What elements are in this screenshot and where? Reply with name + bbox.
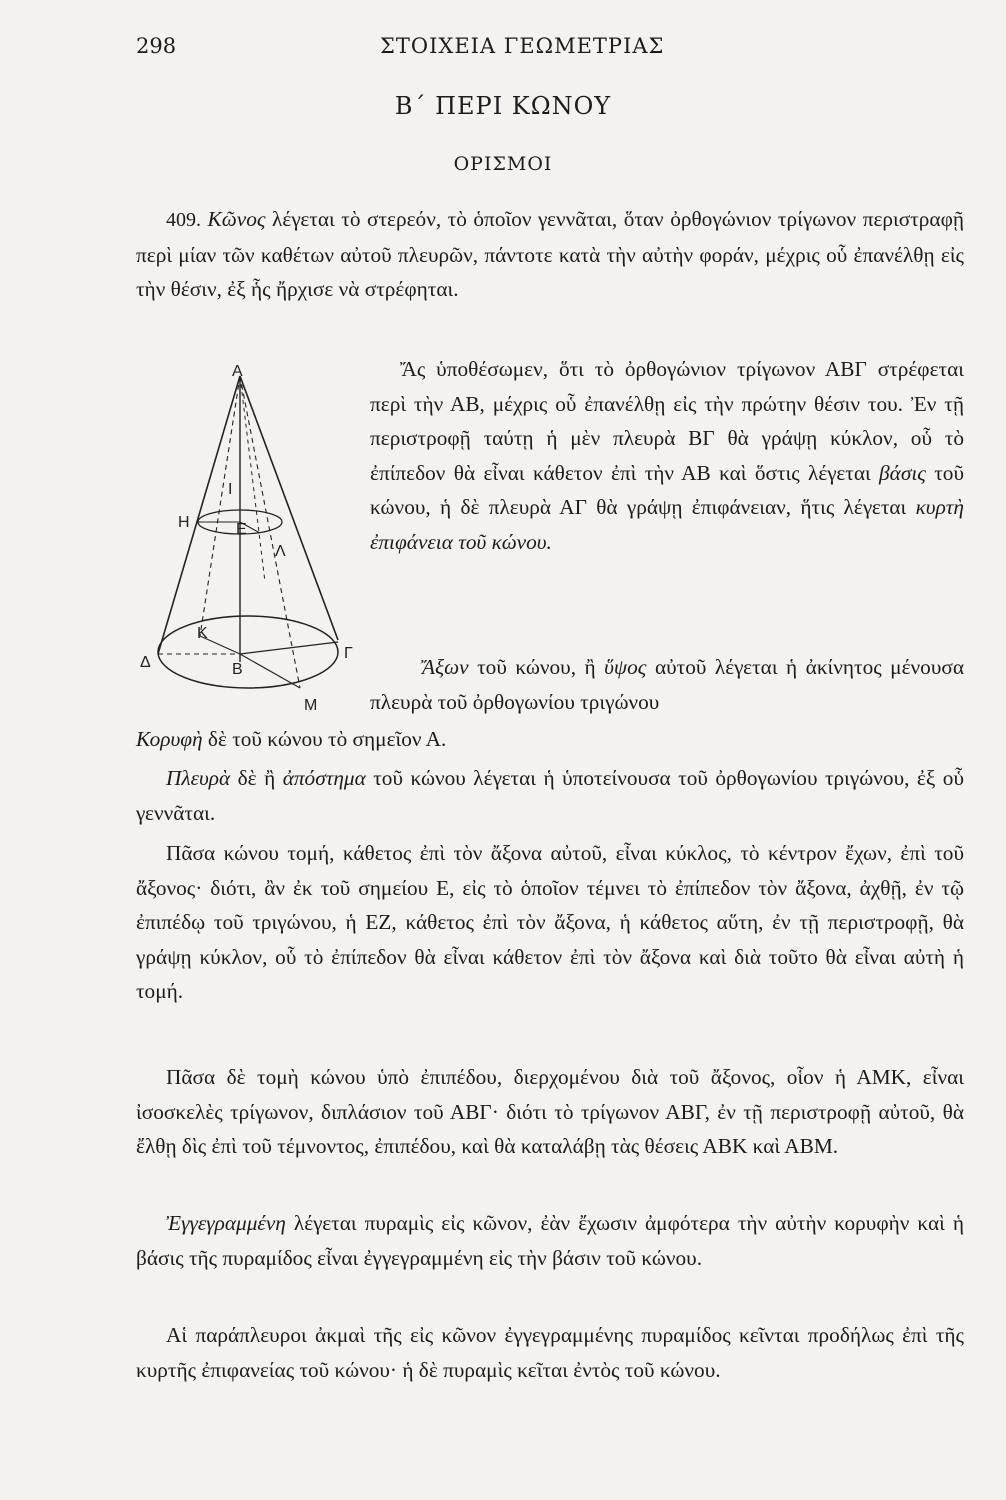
definition-term: Κῶνος — [207, 207, 266, 231]
page-header — [0, 34, 1006, 64]
label-base-center: Β — [232, 661, 243, 678]
axis-term: Ἄξων — [422, 655, 469, 679]
label-section-point: Λ — [275, 543, 286, 560]
slant-paragraph — [136, 761, 964, 830]
cone-base-ellipse — [158, 616, 338, 688]
inscribed-pyramid-paragraph — [136, 1206, 964, 1275]
axis-text-2: αὐτοῦ λέγεται ἡ ἀκίνητος μένουσα πλευρὰ τοῦ ὀρθογωνίου τριγώνου — [370, 655, 964, 714]
running-title: ΣΤΟΙΧΕΙΑ ΓΕΩΜΕΤΡΙΑΣ — [380, 34, 665, 58]
inscribed-text: λέγεται πυραμὶς εἰς κῶνον, ἐὰν ἔχωσιν ἀμφότερα τὴν αὐτὴν κορυφὴν καὶ ἡ βάσις τῆς πυραμίδος εἶναι ἐγγεγραμμένη εἰς τὴν βάσιν τοῦ κώνου. — [136, 1211, 964, 1270]
perpendicular-section-paragraph: Πᾶσα κώνου τομή, κάθετος ἐπὶ τὸν ἄξονα αὐτοῦ, εἶναι κύκλος, τὸ κέντρον ἔχων, ἐπὶ τοῦ ἄξονος· διότι, ἂν ἐκ τοῦ σημείου Ε, εἰς τὸ ὁποῖον τέμνει τὸ ἐπίπεδον τὸν ἄξονα, ἀχθῇ, ἐν τῷ ἐπιπέδῳ τοῦ τριγώνου, ἡ ΕΖ, κάθετος ἐπὶ τὸν ἄξονα, ἡ κάθετος αὕτη, ἐν τῇ περιστροφῇ, θὰ γράψῃ κύκλον, οὗ τὸ ἐπίπεδον θὰ εἶναι κάθετον ἐπὶ τὸν ἄξονα καὶ διὰ τοῦτο θὰ εἶναι αὐτὴ ἡ τομή. — [136, 841, 964, 1004]
dashed-line-a-right — [240, 376, 265, 582]
dashed-line-am — [240, 376, 300, 688]
definition-text: λέγεται τὸ στερεόν, τὸ ὁποῖον γεννᾶται, ὅταν ὀρθογώνιον τρίγωνον περιστραφῇ περὶ μίαν τῶν καθέτων αὐτοῦ πλευρῶν, πάντοτε κατὰ τὴν αὐτὴν φοράν, μέχρις οὗ ἐπανέλθῃ εἰς τὴν θέσιν, ἐξ ἧς ἤρχισε νὰ στρέφηται. — [136, 207, 965, 302]
axis-text-1: τοῦ κώνου, ἢ — [477, 655, 596, 679]
height-term: ὕψος — [604, 655, 647, 679]
definition-409 — [136, 202, 964, 307]
inscribed-term: Ἐγγεγραμμένη — [166, 1211, 286, 1235]
surface-term: κυρτὴ ἐπιφάνεια τοῦ κώνου. — [370, 495, 964, 554]
chapter-title: Β΄ ΠΕΡΙ ΚΩΝΟΥ — [394, 92, 612, 120]
dashed-line-ak — [200, 376, 240, 636]
slant-mid: δὲ ἢ — [237, 766, 276, 790]
base-radius-bm — [240, 654, 300, 688]
slant-text: τοῦ κώνου λέγεται ἡ ὑποτείνουσα τοῦ ὀρθογωνίου τριγώνου, ἐξ οὗ γεννᾶται. — [136, 766, 965, 825]
slant-term: Πλευρὰ — [166, 766, 231, 790]
vertex-text: δὲ τοῦ κώνου τὸ σημεῖον Α. — [207, 727, 447, 751]
vertex-paragraph — [136, 722, 964, 757]
label-apex: Α — [232, 363, 243, 380]
vertex-term: Κορυφὴ — [136, 727, 203, 751]
cone-figure — [140, 362, 365, 742]
cone-left-edge — [158, 376, 240, 654]
section-title: ΟΡΙΣΜΟΙ — [453, 153, 553, 175]
base-radius-bg — [240, 642, 338, 654]
label-base-right: Γ — [344, 645, 353, 662]
label-base-point-k: Κ — [197, 625, 208, 642]
label-base-left: Δ — [140, 654, 151, 671]
axis-paragraph — [370, 650, 964, 719]
label-section-left: Η — [178, 514, 190, 531]
lateral-edges-paragraph: Αἱ παράπλευροι ἀκμαὶ τῆς εἰς κῶνον ἐγγεγραμμένης πυραμίδος κεῖνται προδήλως ἐπὶ τῆς κυρτῆς ἐπιφανείας τοῦ κώνου· ἡ δὲ πυραμὶς κεῖται ἐντὸς τοῦ κώνου. — [136, 1323, 964, 1382]
slant-term-2: ἀπόστημα — [282, 766, 366, 790]
side-text-part1: Ἄς ὑποθέσωμεν, ὅτι τὸ ὀρθογώνιον τρίγωνον ΑΒΓ στρέφεται περὶ τὴν ΑΒ, μέχρις οὗ ἐπανέλθῃ εἰς τὴν πρώτην θέσιν του. Ἐν τῇ περιστροφῇ ταύτῃ ἡ μὲν πλευρὰ ΒΓ θὰ γράψῃ κύκλον, οὗ τὸ ἐπίπεδον θὰ εἶναι κάθετον ἐπὶ τὴν ΑΒ καὶ ὅστις λέγεται — [370, 357, 964, 485]
label-base-point-m: Μ — [304, 697, 318, 714]
side-text — [370, 352, 964, 560]
side-text-part2: τοῦ κώνου, ἡ δὲ πλευρὰ ΑΓ θὰ γράψῃ ἐπιφάνειαν, ἥτις λέγεται — [370, 460, 964, 520]
definition-number: 409. — [166, 209, 201, 231]
cone-right-edge — [240, 376, 338, 640]
base-term: βάσις — [879, 460, 926, 485]
page-number: 298 — [136, 34, 177, 58]
label-section-center: Ε — [236, 521, 247, 538]
label-axis-point: Ι — [228, 481, 233, 498]
axial-section-paragraph: Πᾶσα δὲ τομὴ κώνου ὑπὸ ἐπιπέδου, διερχομένου διὰ τοῦ ἄξονος, οἷον ἡ ΑΜΚ, εἶναι ἰσοσκελὲς τρίγωνον, διπλάσιον τοῦ ΑΒΓ· διότι τὸ τρίγωνον ΑΒΓ, ἐν τῇ περιστροφῇ αὐτοῦ, θὰ ἔλθῃ δὶς ἐπὶ τοῦ τέμνοντος, ἐπιπέδου, καὶ θὰ καταλάβῃ τὰς θέσεις ΑΒΚ καὶ ΑΒΜ. — [136, 1065, 964, 1159]
